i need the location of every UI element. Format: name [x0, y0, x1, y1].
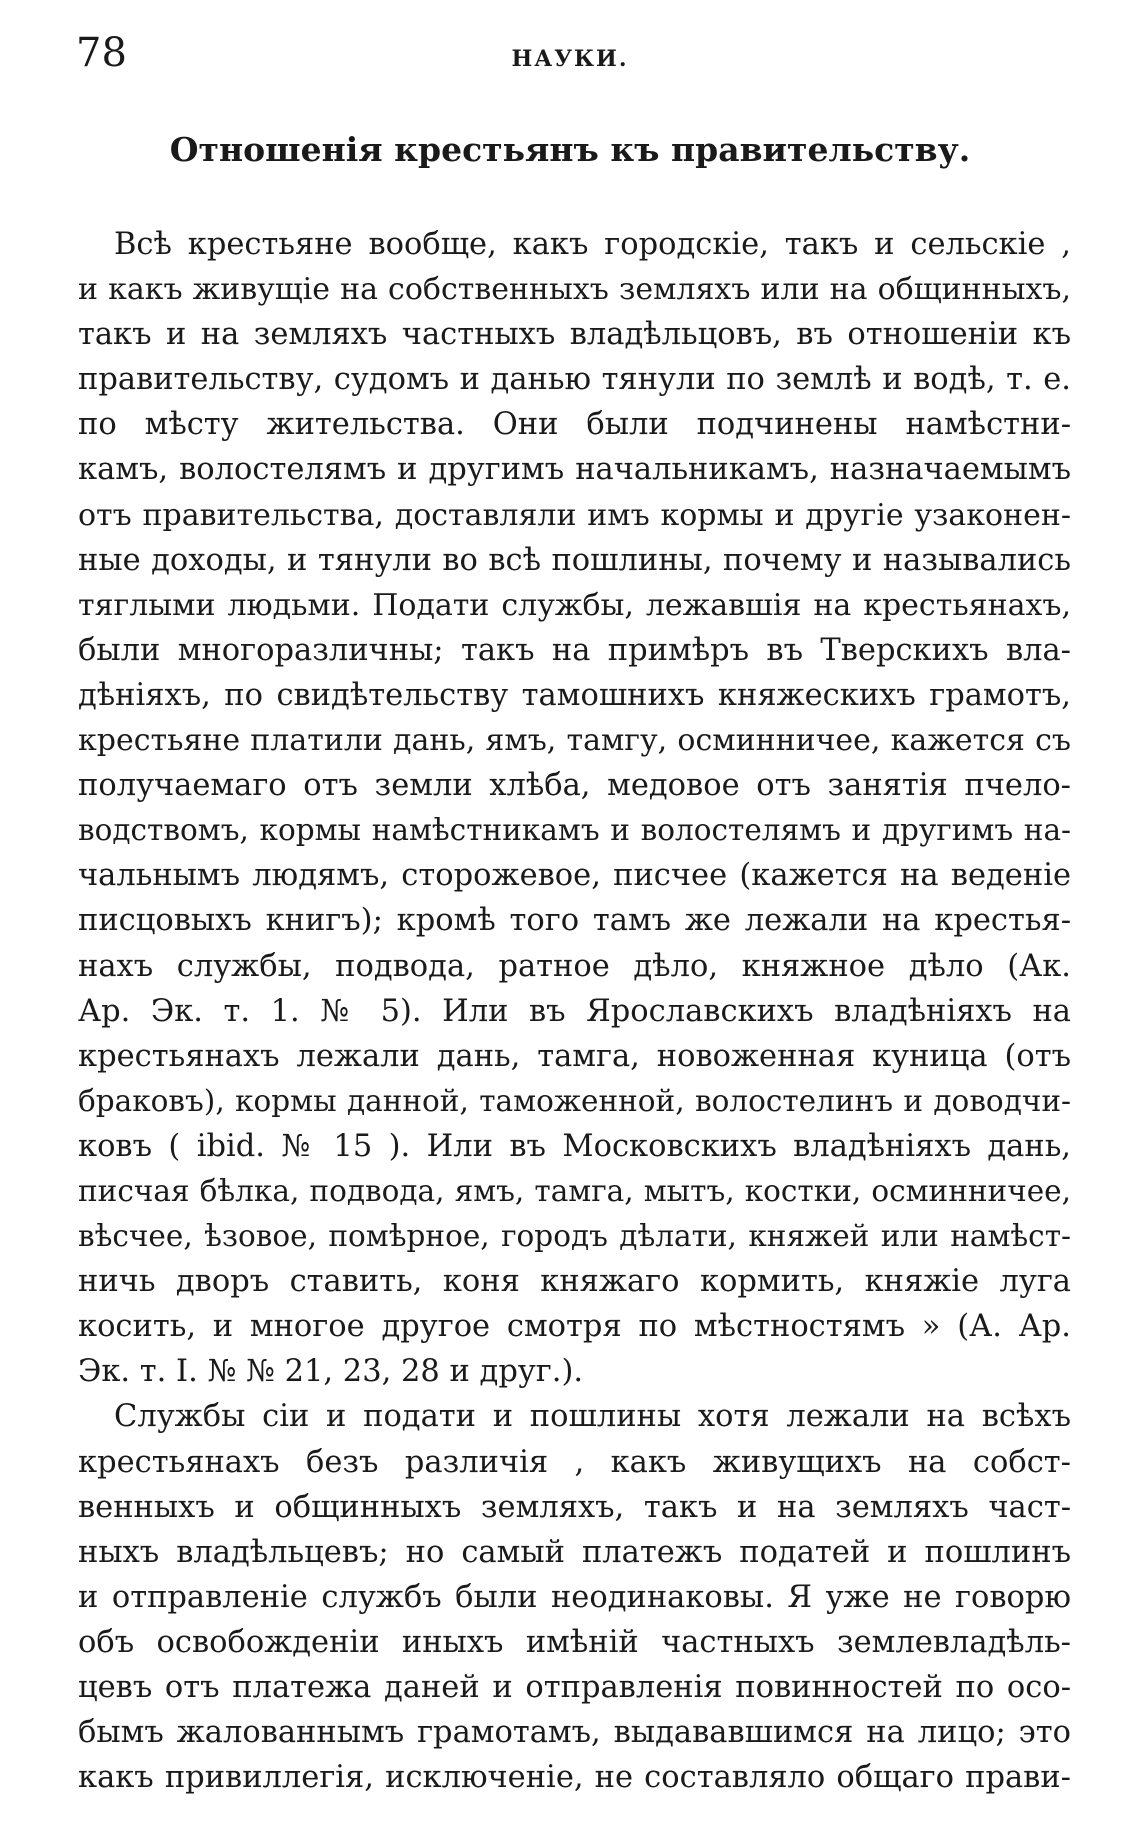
text-line: чальнымъ людямъ, сторожевое, писчее (кажется на веденіе — [78, 858, 1071, 894]
text-line: бымъ жалованнымъ грамотамъ, выдававшимся на лицо; это — [78, 1715, 1071, 1751]
text-line: объ освобожденіи иныхъ имѣній частныхъ землевладѣль- — [78, 1624, 1071, 1660]
text-line: дѣніяхъ, по свидѣтельству тамошнихъ княжескихъ грамотъ, — [78, 677, 1071, 713]
text-line: водствомъ, кормы намѣстникамъ и волостелямъ и другимъ на- — [78, 813, 1071, 848]
text-line: писцовыхъ книгъ); кромѣ того тамъ же лежали на крестья- — [78, 903, 1071, 939]
text-line: получаемаго отъ земли хлѣба, медовое отъ занятія пчело- — [78, 768, 1071, 804]
text-line: писчая бѣлка, подвода, ямъ, тамга, мытъ, костки, осминничее, — [78, 1173, 1071, 1208]
text-line: какъ привиллегія, исключеніе, не составляло общаго прави- — [78, 1760, 1071, 1796]
text-line: отъ правительства, доставляли имъ кормы и другіе узаконен- — [78, 497, 1071, 533]
text-line: такъ и на земляхъ частныхъ владѣльцовъ, въ отношеніи къ — [78, 317, 1071, 353]
text-line: и отправленіе службъ были неодинаковы. Я уже не говорю — [78, 1579, 1071, 1615]
text-line: Службы сіи и подати и пошлины хотя лежали на всѣхъ — [114, 1399, 1071, 1435]
text-line: были многоразличны; такъ на примѣръ въ Тверскихъ вла- — [78, 632, 1071, 668]
running-head: НАУКИ. — [511, 46, 629, 72]
text-line: камъ, волостелямъ и другимъ начальникамъ, назначаемымъ — [78, 452, 1071, 488]
text-line: Эк. т. І. № № 21, 23, 28 и друг.). — [78, 1354, 584, 1390]
text-line: крестьянахъ безъ различія , какъ живущихъ на собст- — [78, 1444, 1071, 1480]
text-line: Ар. Эк. т. 1. № 5). Или въ Ярославскихъ владѣніяхъ на — [78, 993, 1071, 1029]
text-line: ковъ ( ibid. № 15 ). Или въ Московскихъ владѣніяхъ дань, — [78, 1128, 1071, 1164]
text-line: вѣсчее, ѣзовое, помѣрное, городъ дѣлати, княжей или намѣст- — [78, 1219, 1071, 1254]
text-line: правительству, судомъ и данью тянули по землѣ и водѣ, т. е. — [78, 362, 1071, 398]
text-line: тяглыми людьми. Подати службы, лежавшія на крестьянахъ, — [78, 587, 1071, 623]
text-line: венныхъ и общинныхъ земляхъ, такъ и на земляхъ част- — [78, 1489, 1071, 1525]
text-line: крестьянахъ лежали дань, тамга, новоженная куница (отъ — [78, 1038, 1071, 1074]
text-line: и какъ живущіе на собственныхъ земляхъ или на общинныхъ, — [78, 272, 1071, 308]
text-line: ничь дворъ ставить, коня княжаго кормить, княжіе луга — [78, 1264, 1071, 1300]
text-line: Всѣ крестьяне вообще, какъ городскіе, такъ и сельскіе , — [114, 227, 1071, 262]
text-line: крестьяне платили дань, ямъ, тамгу, осминничее, кажется съ — [78, 723, 1071, 759]
text-line: по мѣсту жительства. Они были подчинены намѣстни- — [78, 407, 1071, 443]
text-line: косить, и многое другое смотря по мѣстностямъ » (А. Ар. — [78, 1309, 1071, 1345]
body-text — [78, 222, 1071, 1800]
text-line: ныхъ владѣльцевъ; но самый платежъ податей и пошлинъ — [78, 1534, 1071, 1570]
page-number: 78 — [76, 30, 127, 76]
text-line: браковъ), кормы данной, таможенной, волостелинъ и доводчи- — [78, 1083, 1071, 1118]
text-line: нахъ службы, подвода, ратное дѣло, княжное дѣло (Ак. — [78, 948, 1071, 984]
text-line: ные доходы, и тянули во всѣ пошлины, почему и назывались — [78, 542, 1071, 578]
text-line: цевъ отъ платежа даней и отправленія повинностей по осо- — [78, 1670, 1071, 1705]
section-title: Отношенія крестьянъ къ правительству. — [169, 130, 971, 169]
